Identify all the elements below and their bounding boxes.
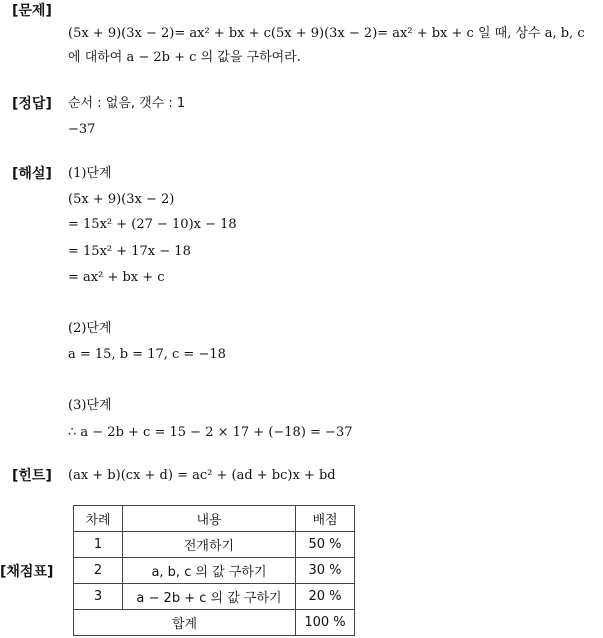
solution-step1-line-4: = ax² + bx + c	[68, 270, 165, 285]
rubric-header-row	[74, 506, 355, 532]
rubric-total-value: 100 %	[296, 610, 355, 636]
answer-line-1: 순서 : 없음, 갯수 : 1	[68, 96, 186, 111]
rubric-cell-points: 30 %	[296, 558, 355, 584]
hint-label: [힌트]	[12, 468, 52, 484]
rubric-label: [채점표]	[0, 564, 54, 580]
rubric-table	[73, 505, 355, 636]
rubric-cell-points: 50 %	[296, 532, 355, 558]
rubric-header-order: 차례	[74, 506, 123, 532]
rubric-cell-content: a, b, c 의 값 구하기	[123, 558, 296, 584]
solution-step2-title: (2)단계	[68, 321, 112, 336]
rubric-cell-content: 전개하기	[123, 532, 296, 558]
solution-step3-title: (3)단계	[68, 398, 112, 413]
problem-line-1: (5x + 9)(3x − 2)= ax² + bx + c(5x + 9)(3x − 2)= ax² + bx + c 일 때, 상수 a, b, c	[68, 26, 585, 41]
solution-label: [해설]	[12, 166, 52, 182]
rubric-cell-order: 2	[74, 558, 123, 584]
rubric-total-row	[74, 610, 355, 636]
rubric-cell-order: 1	[74, 532, 123, 558]
rubric-header-points: 배점	[296, 506, 355, 532]
table-row	[74, 532, 355, 558]
solution-step1-line-3: = 15x² + 17x − 18	[68, 244, 191, 259]
rubric-cell-order: 3	[74, 584, 123, 610]
solution-step2-line-1: a = 15, b = 17, c = −18	[68, 347, 226, 362]
table-row	[74, 558, 355, 584]
rubric-header-content: 내용	[123, 506, 296, 532]
problem-label: [문제]	[12, 3, 52, 19]
problem-line-2: 에 대하여 a − 2b + c 의 값을 구하여라.	[68, 50, 301, 65]
hint-line-1: (ax + b)(cx + d) = ac² + (ad + bc)x + bd	[68, 468, 336, 483]
answer-line-2: −37	[68, 122, 96, 137]
table-row	[74, 584, 355, 610]
rubric-total-label: 합계	[74, 610, 296, 636]
solution-step3-line-1: ∴ a − 2b + c = 15 − 2 × 17 + (−18) = −37	[68, 425, 353, 440]
rubric-cell-content: a − 2b + c 의 값 구하기	[123, 584, 296, 610]
solution-step1-line-1: (5x + 9)(3x − 2)	[68, 192, 175, 207]
solution-step1-title: (1)단계	[68, 166, 112, 181]
solution-step1-line-2: = 15x² + (27 − 10)x − 18	[68, 217, 237, 232]
rubric-cell-points: 20 %	[296, 584, 355, 610]
answer-label: [정답]	[12, 96, 52, 112]
